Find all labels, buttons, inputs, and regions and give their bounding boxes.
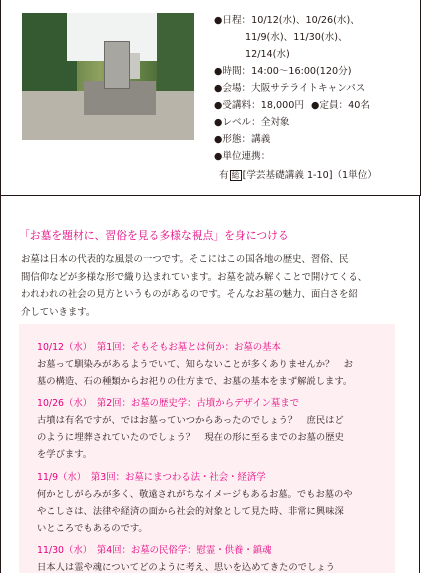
format-row	[214, 131, 414, 148]
lecture-3-heading: 11/9（水） 第3回：お墓にまつわる法・社会・経済学	[37, 472, 266, 483]
lecture-line: お墓って馴染みがあるようでいて、知らないことが多くありませんか？ お	[37, 359, 353, 370]
lecture-4-description	[37, 559, 385, 576]
date-line-1: 10/12(水)、10/26(水)、	[251, 15, 360, 26]
fee-row	[214, 97, 414, 114]
lecture-line: 墓の構造、石の種類からお祀りの仕方まで、お墓の基本をまず解説します。	[37, 376, 353, 387]
lecture-line: いところでもあるのです。	[37, 523, 148, 534]
credit-value-row	[214, 167, 414, 184]
intro-line: 介していきます。	[21, 306, 96, 318]
date-label: ●日程：	[214, 15, 252, 26]
grave-photo	[22, 13, 194, 140]
course-info-list	[214, 12, 414, 184]
intro-line: お墓は日本の代表的な風景の一つです。そこにはこの国各地の歴史、習俗、民	[21, 254, 349, 265]
intro-text	[21, 251, 406, 321]
capacity-text: ●定員：40名	[310, 100, 370, 111]
lecture-2-description	[37, 412, 385, 463]
credit-mark: 総	[231, 171, 240, 180]
lecture-line: 古墳は有名ですが、ではお墓っていつからあったのでしょう？ 庶民はど	[37, 415, 344, 426]
venue-row	[214, 80, 414, 97]
frame-left-border	[0, 195, 1, 573]
venue-text: ●会場：大阪サテライトキャンパス	[214, 83, 366, 94]
date-row-3	[214, 46, 414, 63]
lecture-line: 何かとしがらみが多く、敬遠されがちなイメージもあるお墓。でもお墓のや	[37, 489, 353, 500]
lecture-1-heading: 10/12（水） 第1回：そもそもお墓とは何か：お墓の基本	[37, 342, 281, 353]
level-text: ●レベル：全対象	[214, 117, 290, 128]
lecture-schedule	[19, 324, 395, 573]
intro-line: われわれの社会の見方というものがあるのです。そんなお墓の魅力、面白さを紹	[21, 289, 358, 300]
photo-stele	[130, 53, 140, 79]
time-text: ●時間：14:00～16:00(120分)	[214, 66, 352, 77]
credit-value: [学芸基礎講義 1-10]（1単位）	[242, 170, 377, 181]
lecture-1-description	[37, 356, 385, 390]
frame-right-border	[419, 195, 420, 573]
lecture-4-heading: 11/30（水） 第4回：お墓の民俗学：慰霊・供養・鎮魂	[37, 545, 272, 556]
section-title: 「お墓を題材に、習俗を見る多様な視点」を身につける	[19, 229, 289, 242]
credit-row	[214, 148, 414, 165]
date-line-3: 12/14(水)	[245, 49, 290, 60]
fee-text: ●受講料：18,000円	[214, 100, 304, 111]
lecture-line: のように埋葬されていたのでしょう？ 現在の形に至るまでのお墓の歴史	[37, 432, 344, 443]
lecture-line: やこしさは、法律や経済の面から社会的対象として見た時、非常に興味深	[37, 506, 344, 517]
date-row	[214, 12, 414, 29]
credit-label: ●単位連携：	[214, 151, 271, 162]
intro-line: 間信仰などが多様な形で織り込まれています。お墓を読み解くことで開けてくる、	[21, 271, 368, 283]
credit-prefix: 有	[219, 170, 229, 181]
lecture-3-description	[37, 486, 385, 537]
lecture-line: 日本人は霊や魂についてどのように考え、思いを込めてきたのでしょう	[37, 562, 335, 573]
lecture-line: を学びます。	[37, 449, 93, 460]
lecture-2-heading: 10/26（水） 第2回：お墓の歴史学：古墳からデザイン墓まで	[37, 398, 300, 409]
time-row	[214, 63, 414, 80]
level-row	[214, 114, 414, 131]
format-text: ●形態：講義	[214, 134, 271, 145]
course-details-panel	[0, 0, 421, 196]
date-row-2	[214, 29, 414, 46]
date-line-2: 11/9(水)、11/30(水)、	[245, 32, 348, 43]
photo-gravestone	[104, 41, 130, 89]
